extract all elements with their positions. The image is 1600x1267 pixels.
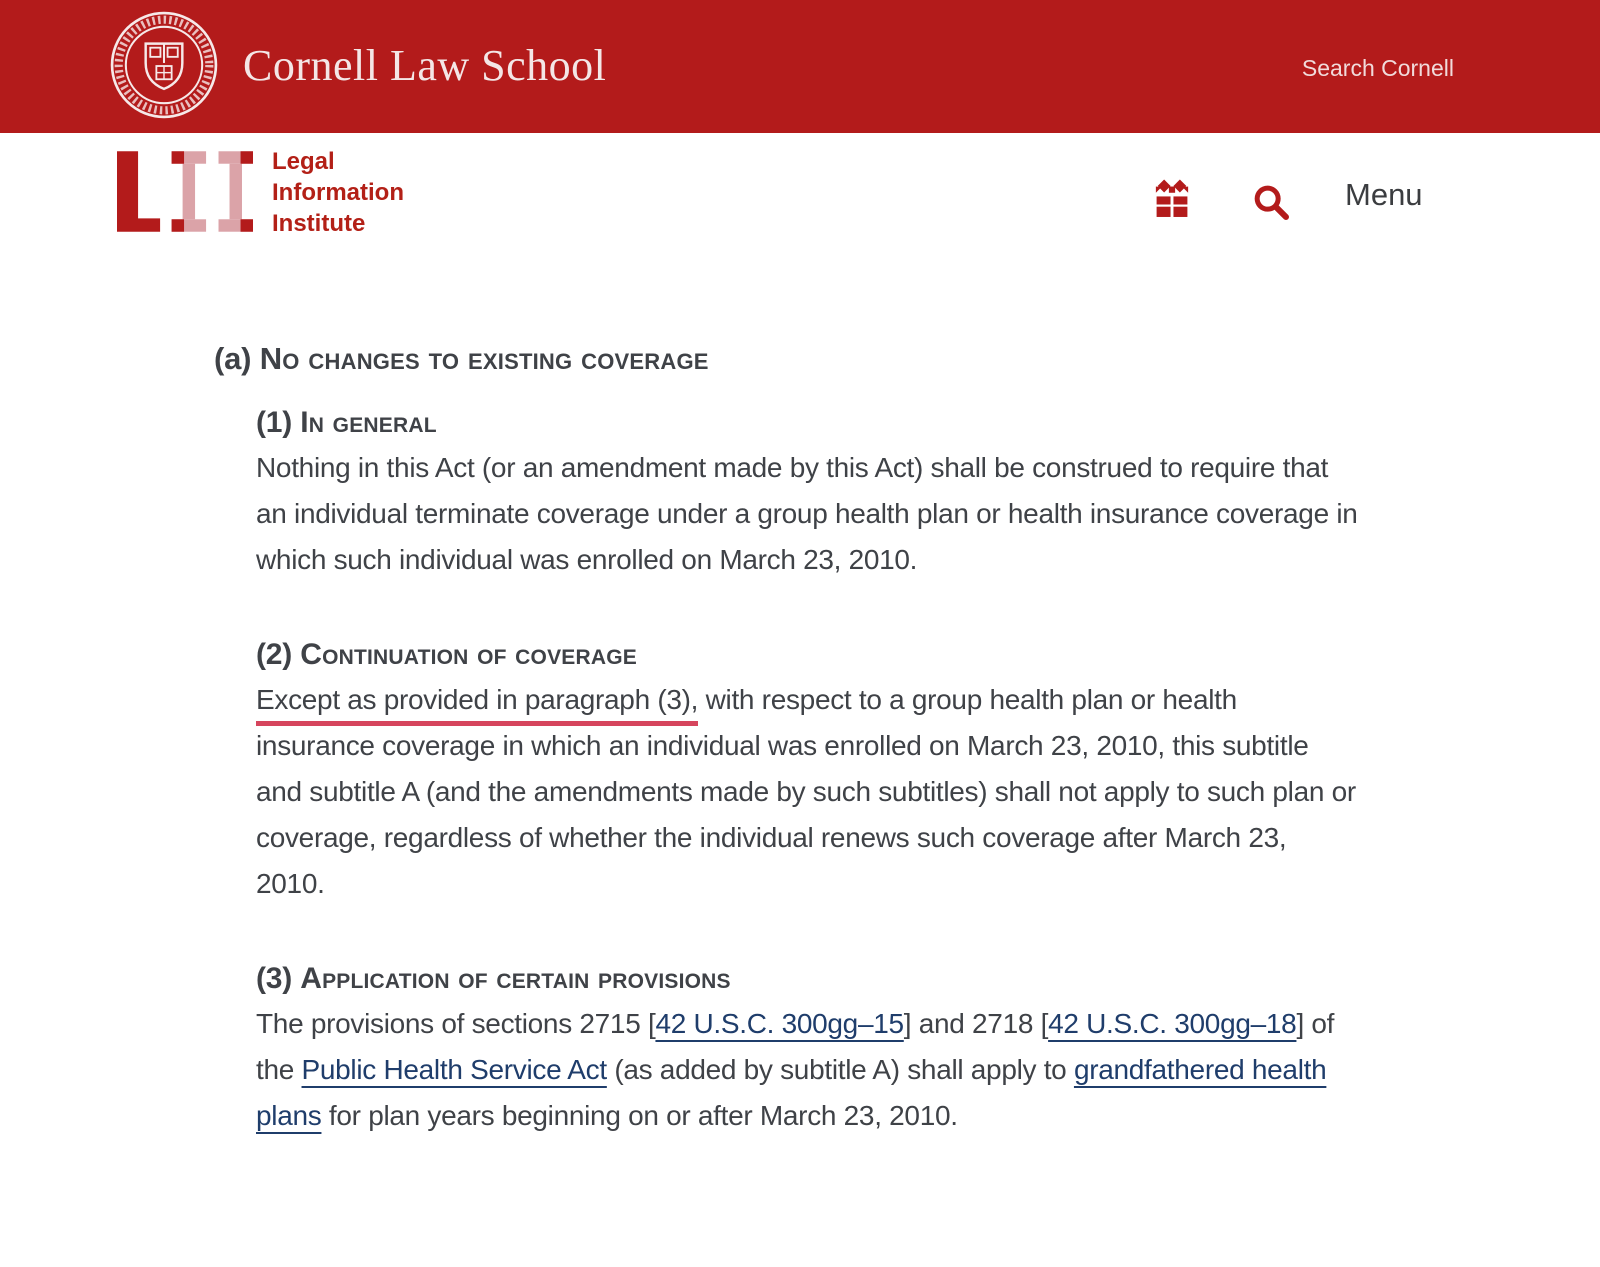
cornell-seal-graphic — [108, 9, 220, 121]
subsection-1 — [256, 401, 1600, 583]
statute-text: with respect to a group health plan or health insurance coverage in which an individual was enrolled on March 23, 2010, this subtitle and subtitle A (and the amendments made by such subtitles) shall not apply to such plan or coverage, regardless of whether the individual renews such coverage after March 23, 2010. — [256, 684, 1356, 899]
lii-wordmark-line3: Institute — [272, 210, 366, 237]
link-grandfathered-health-plans[interactable]: grandfathered health plans — [256, 1054, 1327, 1131]
donate-gift-icon[interactable] — [1150, 177, 1194, 221]
statute-text: The provisions of sections 2715 [ — [256, 1008, 656, 1039]
menu-button[interactable]: Menu — [1345, 177, 1423, 212]
subsection-1-prefix: (1) — [256, 406, 293, 439]
statute-text: (as added by subtitle A) shall apply to — [606, 1054, 1074, 1085]
section-a-prefix: (a) — [214, 341, 252, 376]
statute-text: ] and 2718 [ — [903, 1008, 1049, 1039]
cornell-seal-icon[interactable] — [108, 9, 220, 121]
cornell-law-school-link[interactable]: Cornell Law School — [243, 41, 607, 90]
statute-text: for plan years beginning on or after March 23, 2010. — [321, 1100, 958, 1131]
subsection-2-paragraph — [256, 677, 1361, 907]
subsection-3-paragraph — [256, 1001, 1361, 1139]
link-public-health-service-act[interactable]: Public Health Service Act — [301, 1054, 607, 1085]
statute-text: ] of the — [256, 1008, 1335, 1085]
subsection-2 — [256, 633, 1600, 907]
link-42-usc-300gg-15[interactable]: 42 U.S.C. 300gg–15 — [655, 1008, 904, 1039]
lii-logo-link[interactable] — [117, 151, 253, 237]
lii-wordmark-line1: Legal — [272, 148, 335, 175]
statute-content — [0, 269, 1600, 1139]
cornell-banner — [0, 0, 1600, 133]
lii-wordmark — [272, 146, 404, 239]
search-icon[interactable] — [1251, 182, 1291, 222]
lii-logo-letters — [117, 151, 253, 232]
lii-header — [0, 133, 1600, 269]
subsection-3-prefix: (3) — [256, 962, 293, 995]
gift-icon-graphic — [1150, 177, 1194, 221]
lii-wordmark-line2: Information — [272, 179, 404, 206]
subsection-1-paragraph — [256, 445, 1361, 583]
subsection-2-prefix: (2) — [256, 638, 293, 671]
link-42-usc-300gg-18[interactable]: 42 U.S.C. 300gg–18 — [1048, 1008, 1297, 1039]
search-icon-graphic — [1251, 182, 1291, 222]
subsection-2-heading — [256, 633, 1600, 677]
statute-text: Nothing in this Act (or an amendment made by this Act) shall be construed to require that an individual terminate coverage under a group health plan or health insurance coverage in which such individual was enrolled on March 23, 2010. — [256, 452, 1358, 575]
subsection-3-title: Application of certain provisions — [300, 962, 731, 995]
section-a-heading — [214, 341, 1600, 377]
subsection-3 — [256, 957, 1600, 1139]
subsection-2-title: Continuation of coverage — [300, 638, 637, 671]
subsection-1-title: In general — [300, 406, 437, 439]
subsection-3-heading — [256, 957, 1600, 1001]
search-cornell-link[interactable]: Search Cornell — [1301, 55, 1454, 81]
red-underline-annotation: Except as provided in paragraph (3), — [256, 684, 698, 726]
section-a-title: No changes to existing coverage — [259, 341, 709, 376]
subsection-1-heading — [256, 401, 1600, 445]
